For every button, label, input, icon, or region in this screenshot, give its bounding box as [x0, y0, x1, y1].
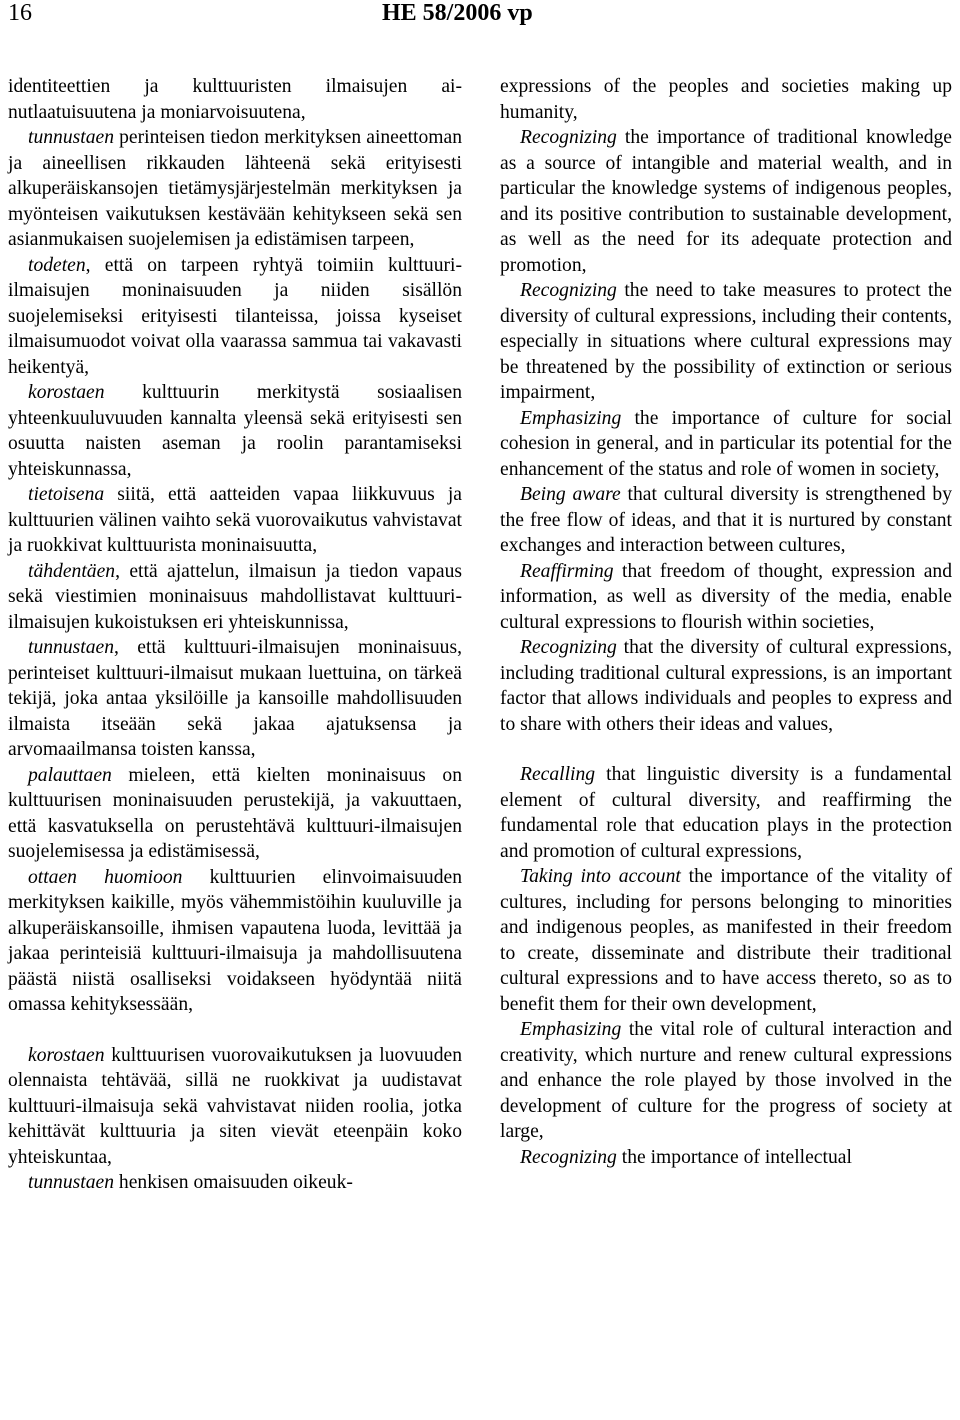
english-paragraph [500, 482, 952, 559]
english-paragraph [500, 74, 952, 125]
paragraph-text: , että on tarpeen ryhtyä toimiin kulttuuri-ilmaisujen moninaisuuden ja niiden sisällön suojelemiseksi erityisesti tilanteissa, joissa kyseiset ilmaisumuodot voivat olla vaarassa sammua tai vakavasti heikentyä, [8, 254, 462, 378]
paragraph-keyword: palauttaen [28, 764, 112, 786]
english-paragraph [500, 406, 952, 483]
paragraph-keyword: Recognizing [520, 127, 617, 148]
finnish-paragraph [8, 482, 462, 559]
paragraph-keyword: Recalling [520, 764, 596, 785]
page-header [0, 0, 960, 40]
paragraph-text: kulttuurin merkitystä sosiaalisen yhteenkuuluvuuden kannalta yleensä sekä erityisesti sen osuutta naisten aseman ja roolin parantamiseksi yhteiskunnassa, [8, 382, 462, 480]
paragraph-text: siitä, että aatteiden vapaa liikkuvuus ja kulttuurien välinen vaihto sekä vuorovaikutus vahvistavat ja ruokkivat kulttuurista moninaisuutta, [8, 484, 462, 556]
paragraph-text: , että kulttuuri-ilmaisujen moninaisuus, perinteiset kulttuuri-ilmaisut mukaan luettuina, on tärkeä tekijä, joka antaa yksilöille ja kansoille mahdollisuuden ilmaista itseään sekä jakaa ajatuksensa ja arvomaailmansa toisten kanssa, [8, 637, 462, 760]
paragraph-keyword: Being aware [520, 484, 621, 505]
english-paragraph [500, 559, 952, 636]
english-paragraph [500, 278, 952, 406]
english-paragraph [500, 635, 952, 737]
paragraph-keyword: tunnustaen [28, 1172, 114, 1193]
paragraph-text: that freedom of thought, expression and information, as well as diversity of the media, enable cultural expressions to flourish within societies, [500, 560, 952, 633]
english-paragraph [500, 1017, 952, 1145]
paragraph-text: , että ajattelun, ilmaisun ja tiedon vapaus sekä viestimien moninaisuus mahdollistavat kulttuuri-ilmaisujen kukoistuksen eri yhteiskunnissa, [8, 560, 462, 633]
paragraph-keyword: Recognizing [520, 637, 617, 658]
paragraph-text: kulttuurien elinvoimaisuuden merkityksen kaikille, myös vähemmistöihin kuuluville ja alkuperäiskansoille, ihmisen vapautena luoda, levittää ja jakaa perinteisiä kulttuuri-ilmaisuja ja mahdollisuutena päästä niistä osalliseksi voidakseen hyödyntää niitä omassa kehityksessään, [8, 866, 462, 1015]
paragraph-keyword: Taking into account [520, 866, 681, 887]
paragraph-keyword: Reaffirming [520, 560, 614, 582]
finnish-paragraph [8, 635, 462, 763]
paragraph-text: identiteettien ja kulttuuristen ilmaisujen ainutlaatuisuutena ja moniarvoisuutena, [8, 76, 462, 123]
paragraph-text: that linguistic diversity is a fundamental element of cultural diversity, and reaffirming the fundamental role that education plays in the protection and promotion of cultural expressions, [500, 764, 952, 862]
page-number: 16 [8, 0, 32, 26]
english-paragraph [500, 125, 952, 278]
paragraph-text: the vital role of cultural interaction and creativity, which nurture and renew cultural expressions and enhance the role played by those involved in the development of culture for the progress of society at large, [500, 1019, 952, 1142]
finnish-paragraph [8, 1043, 462, 1171]
paragraph-keyword: korostaen [28, 382, 105, 403]
paragraph-keyword: todeten [28, 254, 86, 276]
finnish-paragraph [8, 1170, 462, 1196]
finnish-paragraph [8, 253, 462, 381]
document-id: HE 58/2006 vp [382, 0, 533, 26]
finnish-paragraph [8, 865, 462, 1018]
paragraph-keyword: Recognizing [520, 280, 617, 301]
paragraph-keyword: tunnustaen [28, 127, 114, 148]
paragraph-keyword: ottaen huomioon [28, 866, 183, 888]
english-paragraph [500, 864, 952, 1017]
paragraph-text: perinteisen tiedon merkityksen aineettoman ja aineellisen rikkauden lähteenä sekä erityisesti alkuperäiskansojen tietämysjärjestelmän merkityksen ja myönteisen vaikutuksen kestävään kehitykseen sekä sen asianmukaisen suojelemisen ja edistämisen tarpeen, [8, 127, 462, 250]
english-paragraph [500, 1145, 952, 1171]
english-paragraph [500, 762, 952, 864]
paragraph-keyword: Emphasizing [520, 407, 622, 429]
finnish-paragraph [8, 380, 462, 482]
paragraph-keyword: Emphasizing [520, 1019, 622, 1040]
paragraph-text: the need to take measures to protect the diversity of cultural expressions, including their contents, especially in situations where cultural expressions may be threatened by the possibility of extinction or serious impairment, [500, 280, 952, 403]
finnish-paragraph [8, 125, 462, 253]
paragraph-keyword: tietoisena [28, 484, 105, 505]
english-text-column [500, 74, 952, 1170]
paragraph-keyword: Recognizing [520, 1146, 617, 1168]
paragraph-text: the importance of culture for social cohesion in general, and in particular its potential for the enhancement of the status and role of women in society, [500, 407, 952, 480]
paragraph-text: the importance of intellectual [616, 1146, 852, 1168]
paragraph-keyword: tunnustaen [28, 637, 114, 658]
paragraph-text: mieleen, että kielten moninaisuus on kulttuurisen moninaisuuden perustekijä, ja vakuuttaen, että kasvatuksella on perustehtävä kulttuuri-ilmaisujen suojelemisessa ja edistämisessä, [8, 764, 462, 862]
paragraph-keyword: korostaen [28, 1044, 105, 1066]
paragraph-text: that the diversity of cultural expressions, including traditional cultural expressions, is an important factor that allows individuals and peoples to express and to share with others their ideas and values, [500, 637, 952, 735]
paragraph-text: kulttuurisen vuorovaikutuksen ja luovuuden olennaista tehtävää, sillä ne ruokkivat ja uudistavat kulttuuri-ilmaisuja sekä vahvistavat niiden roolia, jotka kehittävät kulttuuria ja siten vievät eteenpäin koko yhteiskuntaa, [8, 1044, 462, 1168]
finnish-text-column [8, 74, 462, 1196]
finnish-paragraph [8, 74, 462, 125]
finnish-paragraph [8, 763, 462, 865]
paragraph-text: expressions of the peoples and societies making up humanity, [500, 76, 952, 123]
paragraph-text: the importance of the vitality of cultures, including for persons belonging to minorities and indigenous peoples, as manifested in their freedom to create, disseminate and distribute their traditional cultural expressions and to have access thereto, so as to benefit them for their own development, [500, 866, 952, 1015]
paragraph-text: henkisen omaisuuden oikeuk- [114, 1172, 353, 1193]
finnish-paragraph [8, 559, 462, 636]
paragraph-keyword: tähdentäen [28, 560, 116, 582]
paragraph-text: the importance of traditional knowledge as a source of intangible and material wealth, and in particular the knowledge systems of indigenous peoples, and its positive contribution to sustainable development, as well as the need for its adequate protection and promotion, [500, 127, 952, 276]
paragraph-text: that cultural diversity is strengthened by the free flow of ideas, and that it is nurtured by constant exchanges and interaction between cultures, [500, 484, 952, 556]
